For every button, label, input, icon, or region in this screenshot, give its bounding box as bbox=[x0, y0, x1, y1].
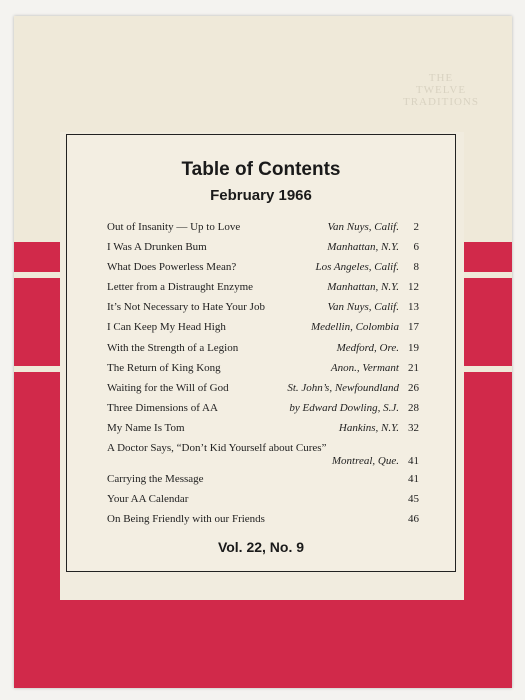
entry-page: 19 bbox=[408, 341, 419, 354]
entry-title: Carrying the Message bbox=[107, 473, 204, 486]
entry-title: I Was A Drunken Bum bbox=[107, 241, 207, 254]
entry-title: Out of Insanity — Up to Love bbox=[107, 221, 241, 233]
entry-page: 41 bbox=[408, 473, 419, 486]
entry-title: A Doctor Says, “Don’t Kid Yourself about Cures” bbox=[107, 442, 327, 455]
entry-place: St. John’s, Newfoundland bbox=[287, 381, 399, 394]
entry-place: Hankins, N.Y. bbox=[338, 421, 399, 434]
entry-page: 17 bbox=[408, 321, 419, 334]
entry-place: Van Nuys, Calif. bbox=[327, 221, 399, 233]
entry-title: On Being Friendly with our Friends bbox=[107, 513, 265, 526]
entry-place: Manhattan, N.Y. bbox=[327, 241, 399, 254]
entry-title: I Can Keep My Head High bbox=[107, 321, 226, 334]
entry-title: Waiting for the Will of God bbox=[107, 381, 229, 394]
entry-place: Montreal, Que. bbox=[331, 455, 399, 468]
toc-entry bbox=[107, 301, 419, 321]
entry-title: What Does Powerless Mean? bbox=[107, 261, 237, 274]
entry-place: by Edward Dowling, S.J. bbox=[289, 401, 399, 414]
entry-page: 21 bbox=[408, 361, 419, 374]
entry-place: Medford, Ore. bbox=[336, 341, 399, 354]
toc-entry bbox=[107, 473, 419, 493]
entry-page: 26 bbox=[408, 381, 419, 394]
toc-entry bbox=[107, 221, 419, 241]
entry-page: 46 bbox=[408, 513, 419, 526]
volume-number: Vol. 22, No. 9 bbox=[217, 539, 305, 555]
entry-title: The Return of King Kong bbox=[107, 361, 221, 374]
entry-title: Three Dimensions of AA bbox=[107, 401, 218, 414]
entry-page: 41 bbox=[408, 455, 419, 468]
entry-title: Letter from a Distraught Enzyme bbox=[107, 281, 254, 294]
entry-page: 45 bbox=[408, 493, 419, 506]
toc-entry bbox=[107, 321, 419, 341]
entry-title: With the Strength of a Legion bbox=[107, 341, 239, 354]
entry-place: Los Angeles, Calif. bbox=[315, 261, 399, 274]
entry-page: 6 bbox=[413, 241, 419, 254]
toc-entry bbox=[107, 513, 419, 533]
toc-title: Table of Contents bbox=[181, 159, 341, 180]
toc-entry bbox=[107, 261, 419, 281]
toc-entries bbox=[107, 221, 419, 533]
entry-place: Van Nuys, Calif. bbox=[327, 301, 399, 314]
entry-page: 28 bbox=[408, 401, 419, 414]
entry-title: My Name Is Tom bbox=[107, 421, 185, 434]
toc-entry bbox=[107, 342, 419, 362]
toc-entry bbox=[107, 382, 419, 402]
toc-entry bbox=[107, 281, 419, 301]
entry-page: 32 bbox=[408, 421, 419, 434]
entry-page: 12 bbox=[408, 281, 419, 294]
entry-title: It’s Not Necessary to Hate Your Job bbox=[107, 301, 265, 314]
toc-entry bbox=[107, 442, 419, 473]
entry-page: 2 bbox=[413, 221, 419, 233]
magazine-back-cover bbox=[14, 16, 512, 688]
entry-place: Medellin, Colombia bbox=[311, 321, 399, 334]
toc-entry bbox=[107, 402, 419, 422]
entry-page: 13 bbox=[408, 301, 419, 314]
issue-date: February 1966 bbox=[210, 187, 312, 204]
toc-entry bbox=[107, 241, 419, 261]
toc-entry bbox=[107, 422, 419, 442]
entry-place: Manhattan, N.Y. bbox=[327, 281, 399, 294]
toc-entry bbox=[107, 493, 419, 513]
entry-place: Anon., Vermant bbox=[330, 361, 399, 374]
show-through-text: THE TWELVE TRADITIONS bbox=[403, 72, 479, 108]
entry-title: Your AA Calendar bbox=[107, 493, 189, 506]
table-of-contents bbox=[66, 134, 456, 572]
toc-entry bbox=[107, 362, 419, 382]
entry-page: 8 bbox=[413, 261, 419, 274]
